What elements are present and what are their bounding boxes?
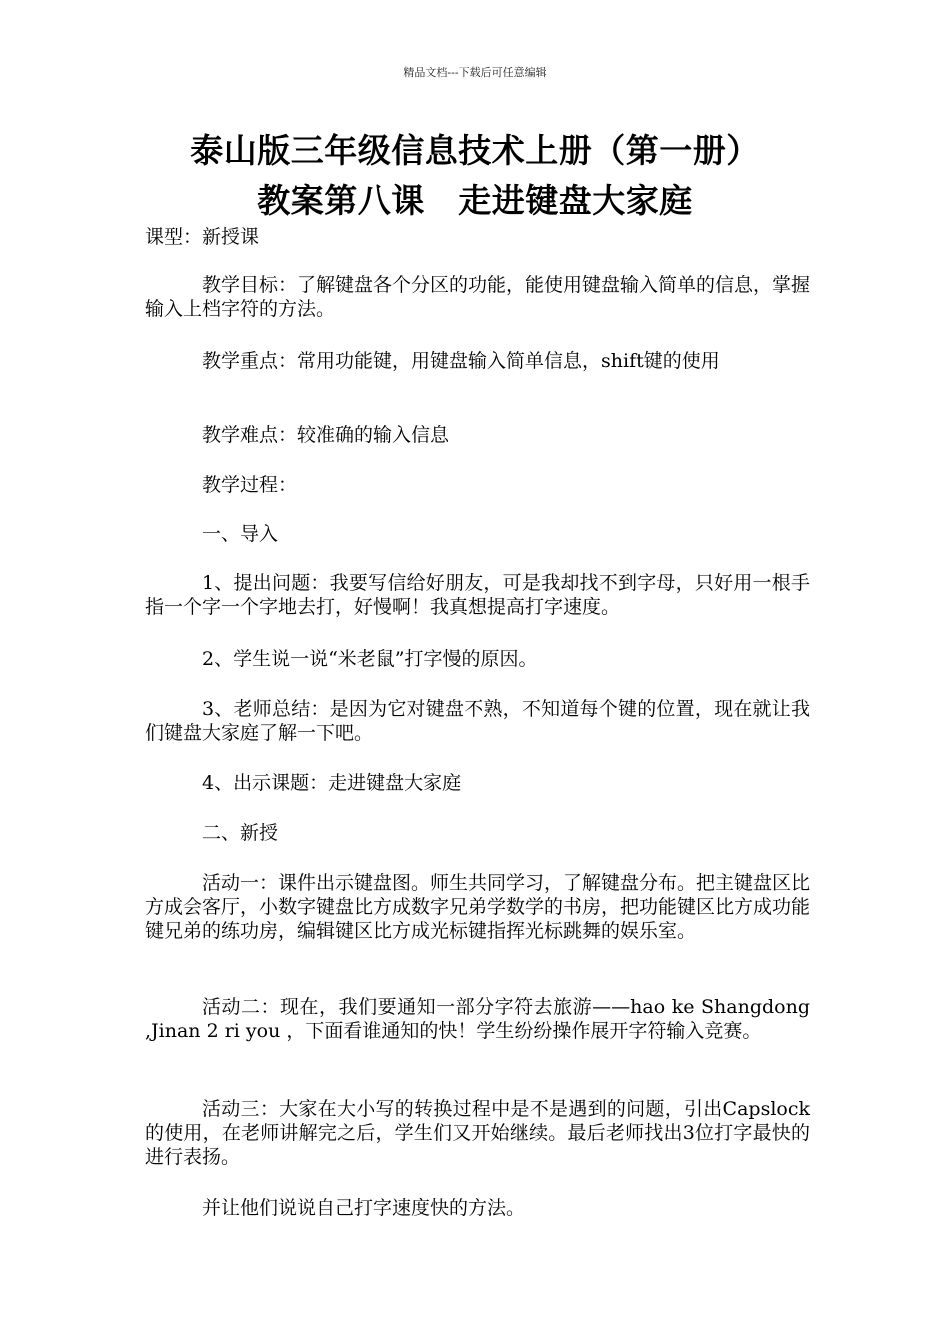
header-note: 精品文档---下载后可任意编辑 — [403, 66, 547, 79]
activity-1-paragraph: 活动一：课件出示键盘图。师生共同学习，了解键盘分布。把主键盘区比方成会客厅，小数字键盘比方成数字兄弟学数学的书房，把功能键区比方成功能键兄弟的练功房，编辑键区比方成光标键指挥光标跳舞的娱乐室。 — [145, 872, 811, 942]
intro-item-1: 1、提出问题：我要写信给好朋友，可是我却找不到字母，只好用一根手指一个字一个字地去打，好慢啊！我真想提高打字速度。 — [145, 572, 810, 618]
teaching-process-heading: 教学过程： — [202, 474, 298, 496]
document-title-line-2: 教案第八课 走进键盘大家庭 — [257, 181, 693, 220]
intro-item-2: 2、学生说一说“米老鼠”打字慢的原因。 — [202, 648, 538, 670]
activity-3-paragraph: 活动三：大家在大小写的转换过程中是不是遇到的问题，引出Capslock的使用，在老师讲解完之后，学生们又开始继续。最后老师找出3位打字最快的进行表扬。 — [145, 1098, 810, 1168]
document-title-line-1: 泰山版三年级信息技术上册（第一册） — [190, 131, 760, 170]
section-heading-intro: 一、导入 — [202, 523, 279, 545]
teaching-focus-paragraph: 教学重点：常用功能键，用键盘输入简单信息，shift键的使用 — [202, 350, 720, 372]
intro-item-3: 3、老师总结：是因为它对键盘不熟，不知道每个键的位置，现在就让我们键盘大家庭了解一下吧。 — [145, 698, 810, 744]
closing-paragraph: 并让他们说说自己打字速度快的方法。 — [202, 1197, 526, 1219]
teaching-difficulty-paragraph: 教学难点：较准确的输入信息 — [202, 424, 450, 446]
intro-item-4: 4、出示课题：走进键盘大家庭 — [202, 772, 462, 794]
section-heading-new-lesson: 二、新授 — [202, 822, 279, 844]
activity-2-paragraph: 活动二：现在，我们要通知一部分字符去旅游——hao ke Shangdong ,Jinan 2 ri you ，下面看谁通知的快！学生纷纷操作展开字符输入竞赛。 — [145, 996, 810, 1042]
teaching-goal-paragraph: 教学目标：了解键盘各个分区的功能，能使用键盘输入简单的信息，掌握输入上档字符的方法。 — [145, 274, 811, 320]
lesson-type: 课型：新授课 — [145, 226, 260, 248]
